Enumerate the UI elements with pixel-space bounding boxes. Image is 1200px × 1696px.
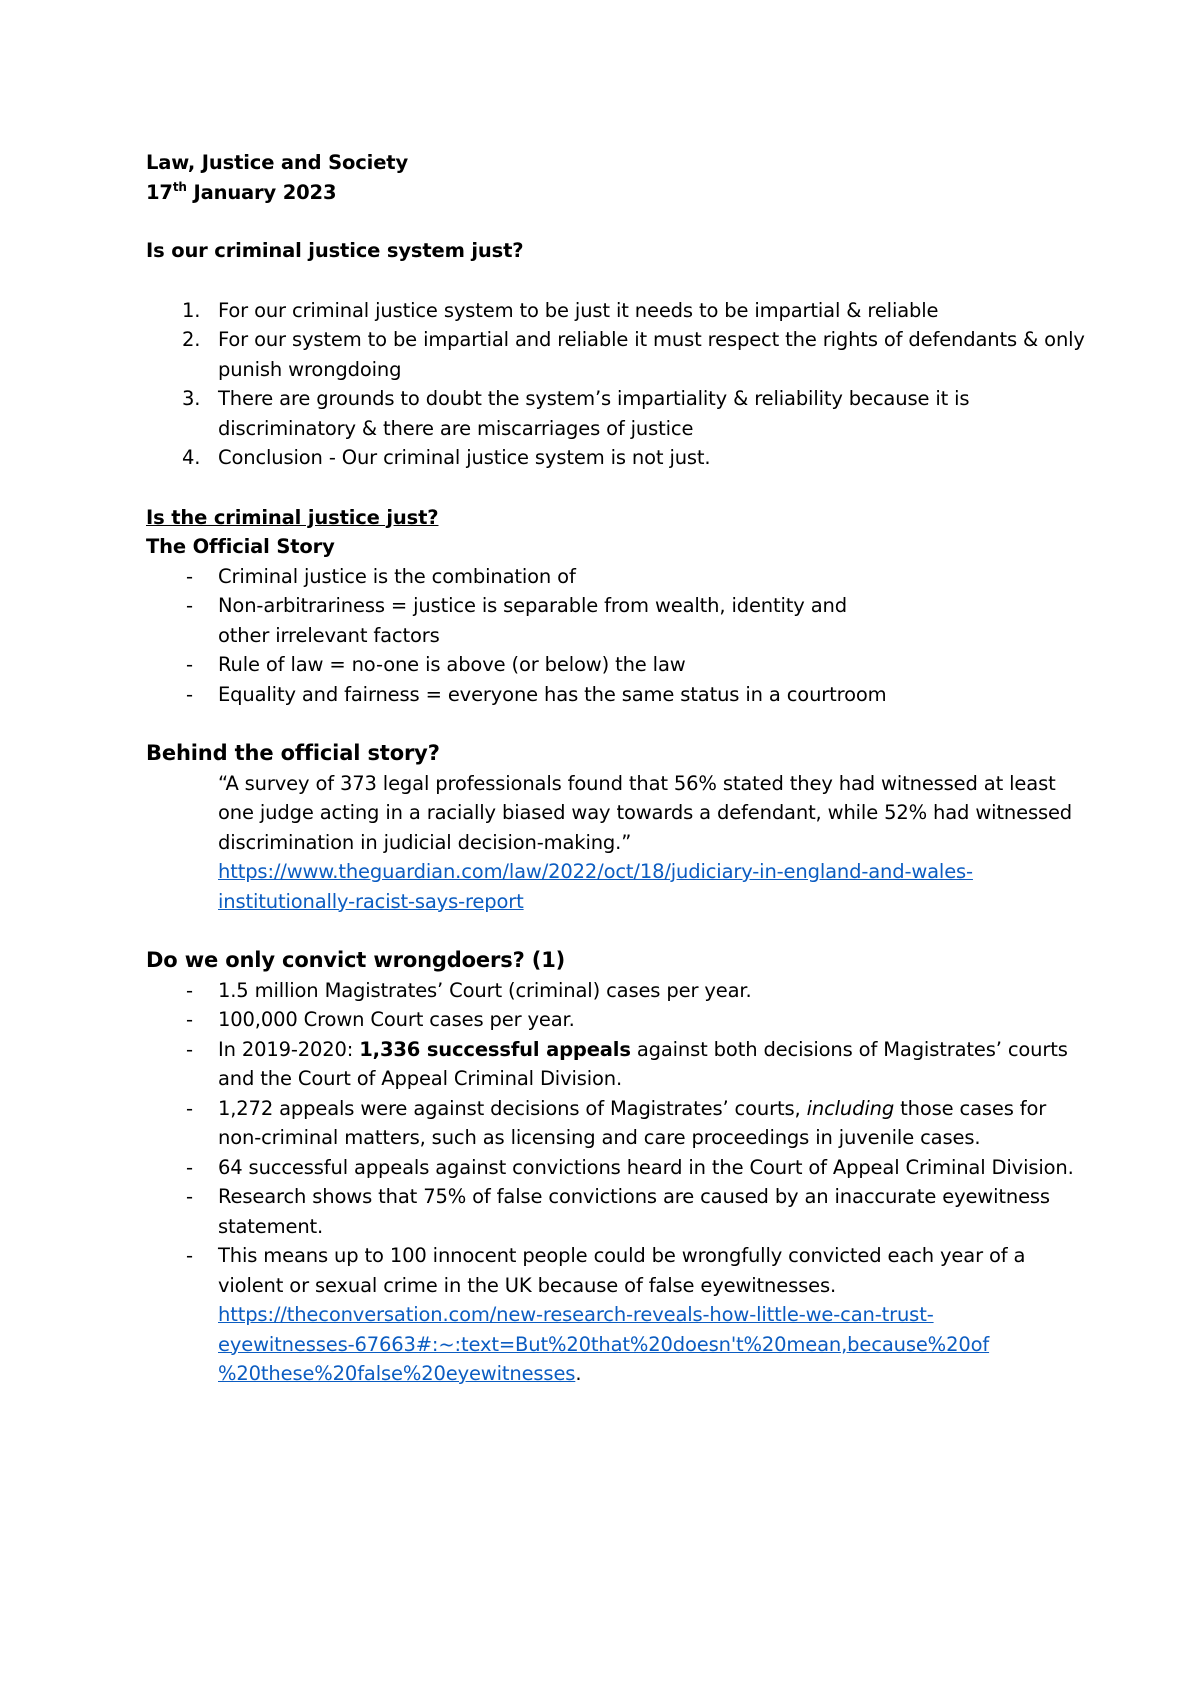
- list-item: - In 2019-2020: 1,336 successful appeals against both decisions of Magistrates’ courts and the Court of Appeal Criminal Division.: [186, 1037, 1068, 1090]
- wrongdoers-list: [146, 976, 1086, 1389]
- list-item: 4. Conclusion - Our criminal justice system is not just.: [182, 446, 711, 469]
- conversation-link[interactable]: https://theconversation.com/new-research-reveals-how-little-we-can-trust- eyewitnesses-67663#:~:text=But%20that%20doesn't%20mean,because%20of %20these%20false%20eyewitnesses: [218, 1303, 990, 1385]
- subheading-official-story: The Official Story: [146, 535, 335, 558]
- main-question: Is our criminal justice system just?: [146, 239, 524, 262]
- list-item: - Equality and fairness = everyone has the same status in a courtroom: [186, 682, 887, 706]
- list-item: 3. There are grounds to doubt the system’s impartiality & reliability because it is discriminatory & there are miscarriages of justice: [182, 387, 970, 440]
- section-heading-behind: Behind the official story?: [146, 741, 440, 765]
- document-body: [146, 148, 1086, 1389]
- list-item: 1. For our criminal justice system to be just it needs to be impartial & reliable: [182, 298, 939, 322]
- list-item: 2. For our system to be impartial and reliable it must respect the rights of defendants & only punish wrongdoing: [182, 328, 1085, 381]
- quote-text: “A survey of 373 legal professionals found that 56% stated they had witnessed at least one judge acting in a racially biased way towards a defendant, while 52% had witnessed discrimination in judicial decision-making.”: [218, 771, 1073, 854]
- lecture-date: 17th January 2023: [146, 179, 337, 204]
- guardian-link-text[interactable]: https://www.theguardian.com/law/2022/oct/18/judiciary-in-england-and-wales- institutionally-racist-says-report: [218, 860, 973, 913]
- section-heading-justice: Is the criminal justice just?: [146, 505, 439, 529]
- course-title: Law, Justice and Society: [146, 151, 409, 174]
- official-story-list: [146, 562, 1086, 710]
- section-heading-wrongdoers: Do we only convict wrongdoers? (1): [146, 948, 566, 972]
- list-item: - Rule of law = no-one is above (or below) the law: [186, 653, 686, 676]
- list-item: - 1.5 million Magistrates’ Court (criminal) cases per year.: [186, 978, 752, 1002]
- list-item: - Research shows that 75% of false convictions are caused by an inaccurate eyewitness statement.: [186, 1185, 1050, 1238]
- list-item: - This means up to 100 innocent people could be wrongfully convicted each year of a violent or sexual crime in the UK because of false eyewitnesses. https://theconversation.com/new-research-reveals-how-little-we-can-trust- eyewitnesses-67663#:~:text=But%20that%20doesn't%20mean,because%20of %20these%20false%20eyewitnesses.: [146, 1241, 1086, 1389]
- list-item: - 64 successful appeals against convictions heard in the Court of Appeal Criminal Division.: [186, 1155, 1074, 1179]
- list-item: - 1,272 appeals were against decisions of Magistrates’ courts, including those cases for non-criminal matters, such as licensing and care proceedings in juvenile cases.: [186, 1096, 1047, 1149]
- guardian-link[interactable]: [218, 857, 1086, 916]
- survey-quote: [146, 769, 1086, 917]
- list-item: - 100,000 Crown Court cases per year.: [186, 1008, 575, 1031]
- list-item: - Criminal justice is the combination of: [186, 564, 576, 588]
- argument-list: [146, 296, 1086, 473]
- list-item: - Non-arbitrariness = justice is separable from wealth, identity and other irrelevant factors: [186, 594, 847, 647]
